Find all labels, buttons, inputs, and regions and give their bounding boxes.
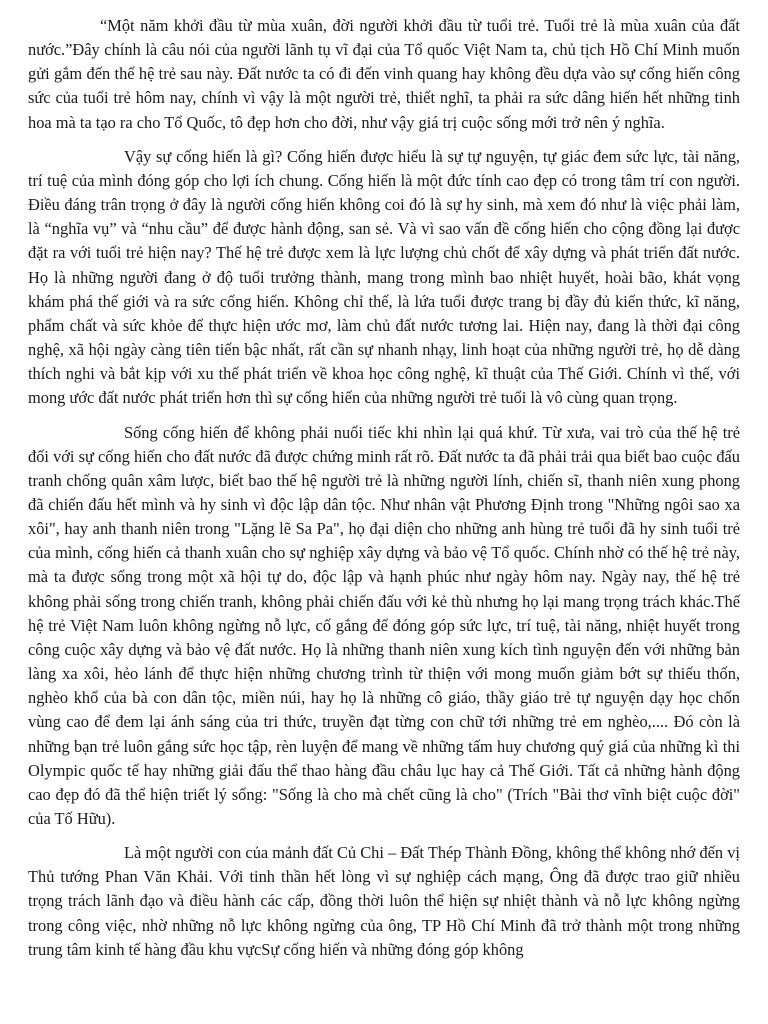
paragraph-definition: Vậy sự cống hiến là gì? Cống hiến được hiểu là sự tự nguyện, tự giác đem sức lực, tài năng, trí tuệ của mình đóng góp cho lợi ích chung. Cống hiến là một đức tính cao đẹp có trong tâm trí con người. Điều đáng trân trọng ở đây là người cống hiến không coi đó là sự hy sinh, mà xem đó như là việc phải làm, là “nghĩa vụ” và “nhu cầu” để được hành động, san sẻ. Và vì sao vấn đề cống hiến cho cộng đồng lại được đặt ra với tuổi trẻ hiện nay? Thế hệ trẻ được xem là lực lượng chủ chốt để xây dựng và phát triển đất nước. Họ là những người đang ở độ tuổi trưởng thành, mang trong mình bao nhiệt huyết, hoài bão, khát vọng khám phá thế giới và ra sức cống hiến. Không chỉ thế, là lứa tuổi được trang bị đầy đủ kiến thức, kĩ năng, phẩm chất và sức khỏe để thực hiện ước mơ, làm chủ đất nước tương lai. Hiện nay, đang là thời đại công nghệ, xã hội ngày càng tiên tiến bậc nhất, rất cần sự nhanh nhạy, linh hoạt của những người trẻ, họ dễ dàng thích nghi và bắt kịp với xu thế phát triển về khoa học công nghệ, kĩ thuật của Thế Giới. Chính vì thế, với mong ước đất nước phát triển hơn thì sự cống hiến của những người trẻ tuổi là vô cùng quan trọng.	[28, 146, 740, 408]
document-page	[28, 14, 740, 972]
paragraph-history: Sống cống hiến để không phải nuối tiếc khi nhìn lại quá khứ. Từ xưa, vai trò của thế hệ trẻ đối với sự cống hiến cho đất nước đã được chứng minh rất rõ. Đất nước ta đã phải trải qua biết bao cuộc đấu tranh chống quân xâm lược, biết bao thế hệ người trẻ là những người lính, chiến sĩ, thanh niên xung phong đã chiến đấu hết mình và hy sinh vì độc lập dân tộc. Như nhân vật Phương Định trong "Những ngôi sao xa xôi", hay anh thanh niên trong "Lặng lẽ Sa Pa", họ đại diện cho những anh hùng trẻ tuổi đã hy sinh tuổi trẻ của mình, cống hiến cả thanh xuân cho sự nghiệp xây dựng và bảo vệ Tổ quốc. Chính nhờ có thế hệ trẻ này, mà ta được sống trong một xã hội tự do, độc lập và hạnh phúc như ngày hôm nay. Ngày nay, thế hệ trẻ không phải sống trong chiến tranh, không phải chiến đấu với kẻ thù nhưng họ lại mang trọng trách khác.Thế hệ trẻ Việt Nam luôn không ngừng nỗ lực, cố gắng để đóng góp sức lực, trí tuệ, tài năng, nhiệt huyết trong công cuộc xây dựng và bảo vệ đất nước. Họ là những thanh niên xung kích tình nguyện đến với những bản làng xa xôi, hẻo lánh để thực hiện những chương trình từ thiện với mong muốn giảm bớt sự thiếu thốn, nghèo khổ của bà con dân tộc, miền núi, hay họ là những cô giáo, thầy giáo trẻ tự nguyện dạy học chốn vùng cao để đem lại ánh sáng của tri thức, truyền đạt từng con chữ tới những trẻ em nghèo,.... Đó còn là những bạn trẻ luôn gắng sức học tập, rèn luyện để mang về những tấm huy chương quý giá của những kì thi Olympic quốc tế hay những giải đấu thể thao hàng đầu châu lục hay cả Thế Giới. Tất cả những hành động cao đẹp đó đã thể hiện triết lý sống: "Sống là cho mà chết cũng là cho" (Trích "Bài thơ vĩnh biệt cuộc đời" của Tố Hữu).	[28, 422, 740, 828]
paragraph-example: Là một người con của mảnh đất Củ Chi – Đất Thép Thành Đồng, không thể không nhớ đến vị Thủ tướng Phan Văn Khải. Với tinh thần hết lòng vì sự nghiệp cách mạng, Ông đã được trao giữ nhiều trọng trách lãnh đạo và điều hành các cấp, đồng thời luôn thể hiện sự nhiệt thành và nỗ lực không ngừng trong công việc, nhờ những nỗ lực không ngừng của ông, TP Hồ Chí Minh đã trở thành một trong những trung tâm kinh tế hàng đầu khu vựcSự cống hiến và những đóng góp không	[28, 843, 740, 959]
paragraph-intro: “Một năm khởi đầu từ mùa xuân, đời người khởi đầu từ tuổi trẻ. Tuổi trẻ là mùa xuân của đất nước.”Đây chính là câu nói của người lãnh tụ vĩ đại của Tổ quốc Việt Nam ta, chủ tịch Hồ Chí Minh muốn gửi gắm đến thế hệ trẻ sau này. Đất nước ta có đi đến vinh quang hay không đều dựa vào sự cống hiến công sức của tuổi trẻ hôm nay, chính vì vậy là một người trẻ, thiết nghĩ, ta phải ra sức dâng hiến hết những tinh hoa mà ta tạo ra cho Tổ Quốc, tô đẹp hơn cho đời, như vậy giá trị cuộc sống mới trở nên ý nghĩa.	[28, 16, 740, 132]
